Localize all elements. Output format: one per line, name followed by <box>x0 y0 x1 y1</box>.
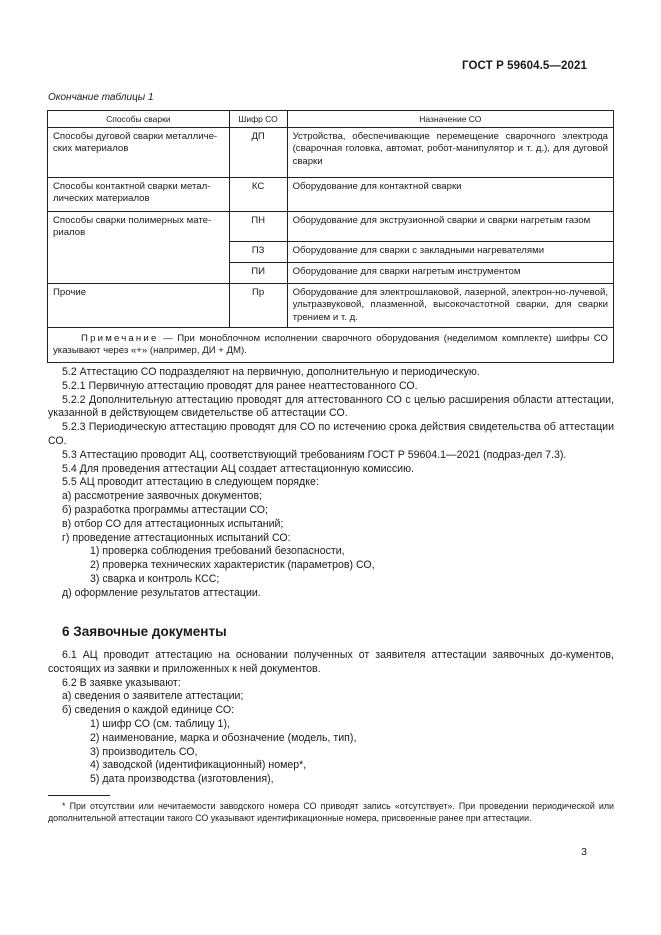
method-cell: Способы контактной сварки метал-лических материалов <box>48 178 230 212</box>
section-6-heading: 6 Заявочные документы <box>62 624 227 639</box>
standard-number: ГОСТ Р 59604.5—2021 <box>462 60 587 72</box>
list-item: г) проведение аттестационных испытаний СО: <box>62 531 291 544</box>
list-item: д) оформление результатов аттестации. <box>62 586 261 599</box>
purpose-cell: Оборудование для сварки нагретым инструментом <box>287 263 613 284</box>
codes-table <box>47 110 614 363</box>
paragraph: 6.1 АЦ проводит аттестацию на основании полученных от заявителя аттестации заявочных до-кументов, состоящих из заявки и приложенных к ней документов. <box>48 649 614 675</box>
table-row <box>48 212 614 242</box>
method-cell: Способы дуговой сварки металличе-ских материалов <box>48 128 230 178</box>
list-item: б) сведения о каждой единице СО: <box>62 704 235 717</box>
code-cell: ПИ <box>229 263 287 284</box>
code-cell: КС <box>229 178 287 212</box>
paragraph: 5.5 АЦ проводит аттестацию в следующем порядке: <box>62 476 319 489</box>
list-item: 1) проверка соблюдения требований безопасности, <box>90 545 345 558</box>
list-item: б) разработка программы аттестации СО; <box>62 503 268 516</box>
list-item: 4) заводской (идентификационный) номер*, <box>90 759 307 772</box>
table-row <box>48 178 614 212</box>
code-cell: ДП <box>229 128 287 178</box>
purpose-cell: Оборудование для сварки с закладными нагревателями <box>287 242 613 263</box>
list-item: 3) производитель СО, <box>90 745 198 758</box>
footnote <box>48 801 614 824</box>
table-row <box>48 284 614 328</box>
table-caption: Окончание таблицы 1 <box>48 92 154 103</box>
section-6-text <box>48 649 614 787</box>
paragraph: 6.2 В заявке указывают: <box>62 676 181 689</box>
paragraph: 5.2.1 Первичную аттестацию проводят для ранее неаттестованного СО. <box>62 379 418 392</box>
list-item: а) рассмотрение заявочных документов; <box>62 490 263 503</box>
purpose-cell: Оборудование для контактной сварки <box>287 178 613 212</box>
method-cell: Прочие <box>48 284 230 328</box>
purpose-cell: Оборудование для электрошлаковой, лазерной, электрон-но-лучевой, ультразвуковой, плазменной, высокочастотной сварки, для сварки трением и т. д. <box>287 284 613 328</box>
list-item: 1) шифр СО (см. таблицу 1), <box>90 717 230 730</box>
table-row <box>48 128 614 178</box>
paragraph: 5.2.3 Периодическую аттестацию проводят для СО по истечению срока действия свидетельства об аттестации СО. <box>48 421 614 447</box>
column-header: Назначение СО <box>287 111 613 128</box>
list-item: а) сведения о заявителе аттестации; <box>62 690 244 703</box>
code-cell: Пр <box>229 284 287 328</box>
section-5-text <box>48 366 614 601</box>
list-item: 2) наименование, марка и обозначение (модель, тип), <box>90 731 357 744</box>
page-number: 3 <box>581 846 587 858</box>
list-item: 5) дата производства (изготовления), <box>90 773 274 786</box>
note-text: — При моноблочном исполнении сварочного оборудования (неделимом комплекте) шифры СО указывают через «+» (например, ДИ + ДМ). <box>53 333 608 357</box>
table-note <box>48 328 614 363</box>
column-header: Шифр СО <box>229 111 287 128</box>
purpose-cell: Оборудование для экструзионной сварки и сварки нагретым газом <box>287 212 613 242</box>
table-header-row <box>48 111 614 128</box>
paragraph: 5.2.2 Дополнительную аттестацию проводят для аттестованного СО с целью расширения области аттестации, указанной в действующем свидетельстве об аттестации СО. <box>48 393 614 420</box>
paragraph: 5.3 Аттестацию проводит АЦ, соответствующий требованиям ГОСТ Р 59604.1—2021 (подраз-дел 7.3). <box>62 448 567 461</box>
method-cell: Способы сварки полимерных мате-риалов <box>48 212 230 284</box>
footnote-text: * При отсутствии или нечитаемости заводского номера СО приводят запись «отсутствует». При проведении периодической или дополнительной аттестации такого СО указывают идентификационные номера, присвоенные ранее при аттестации. <box>48 801 614 823</box>
paragraph: 5.2 Аттестацию СО подразделяют на первичную, дополнительную и периодическую. <box>62 366 480 378</box>
table-note-row <box>48 328 614 363</box>
paragraph: 5.4 Для проведения аттестации АЦ создает аттестационную комиссию. <box>62 462 414 475</box>
column-header: Способы сварки <box>48 111 230 128</box>
list-item: 2) проверка технических характеристик (параметров) СО, <box>90 559 375 572</box>
purpose-cell: Устройства, обеспечивающие перемещение сварочного электрода (сварочная головка, автомат, робот-манипулятор и т. д.), для дуговой сварки <box>287 128 613 178</box>
list-item: 3) сварка и контроль КСС; <box>90 572 220 585</box>
list-item: в) отбор СО для аттестационных испытаний; <box>62 517 284 530</box>
footnote-separator <box>48 795 110 796</box>
code-cell: ПЗ <box>229 242 287 263</box>
code-cell: ПН <box>229 212 287 242</box>
note-label: Примечание <box>81 333 159 344</box>
